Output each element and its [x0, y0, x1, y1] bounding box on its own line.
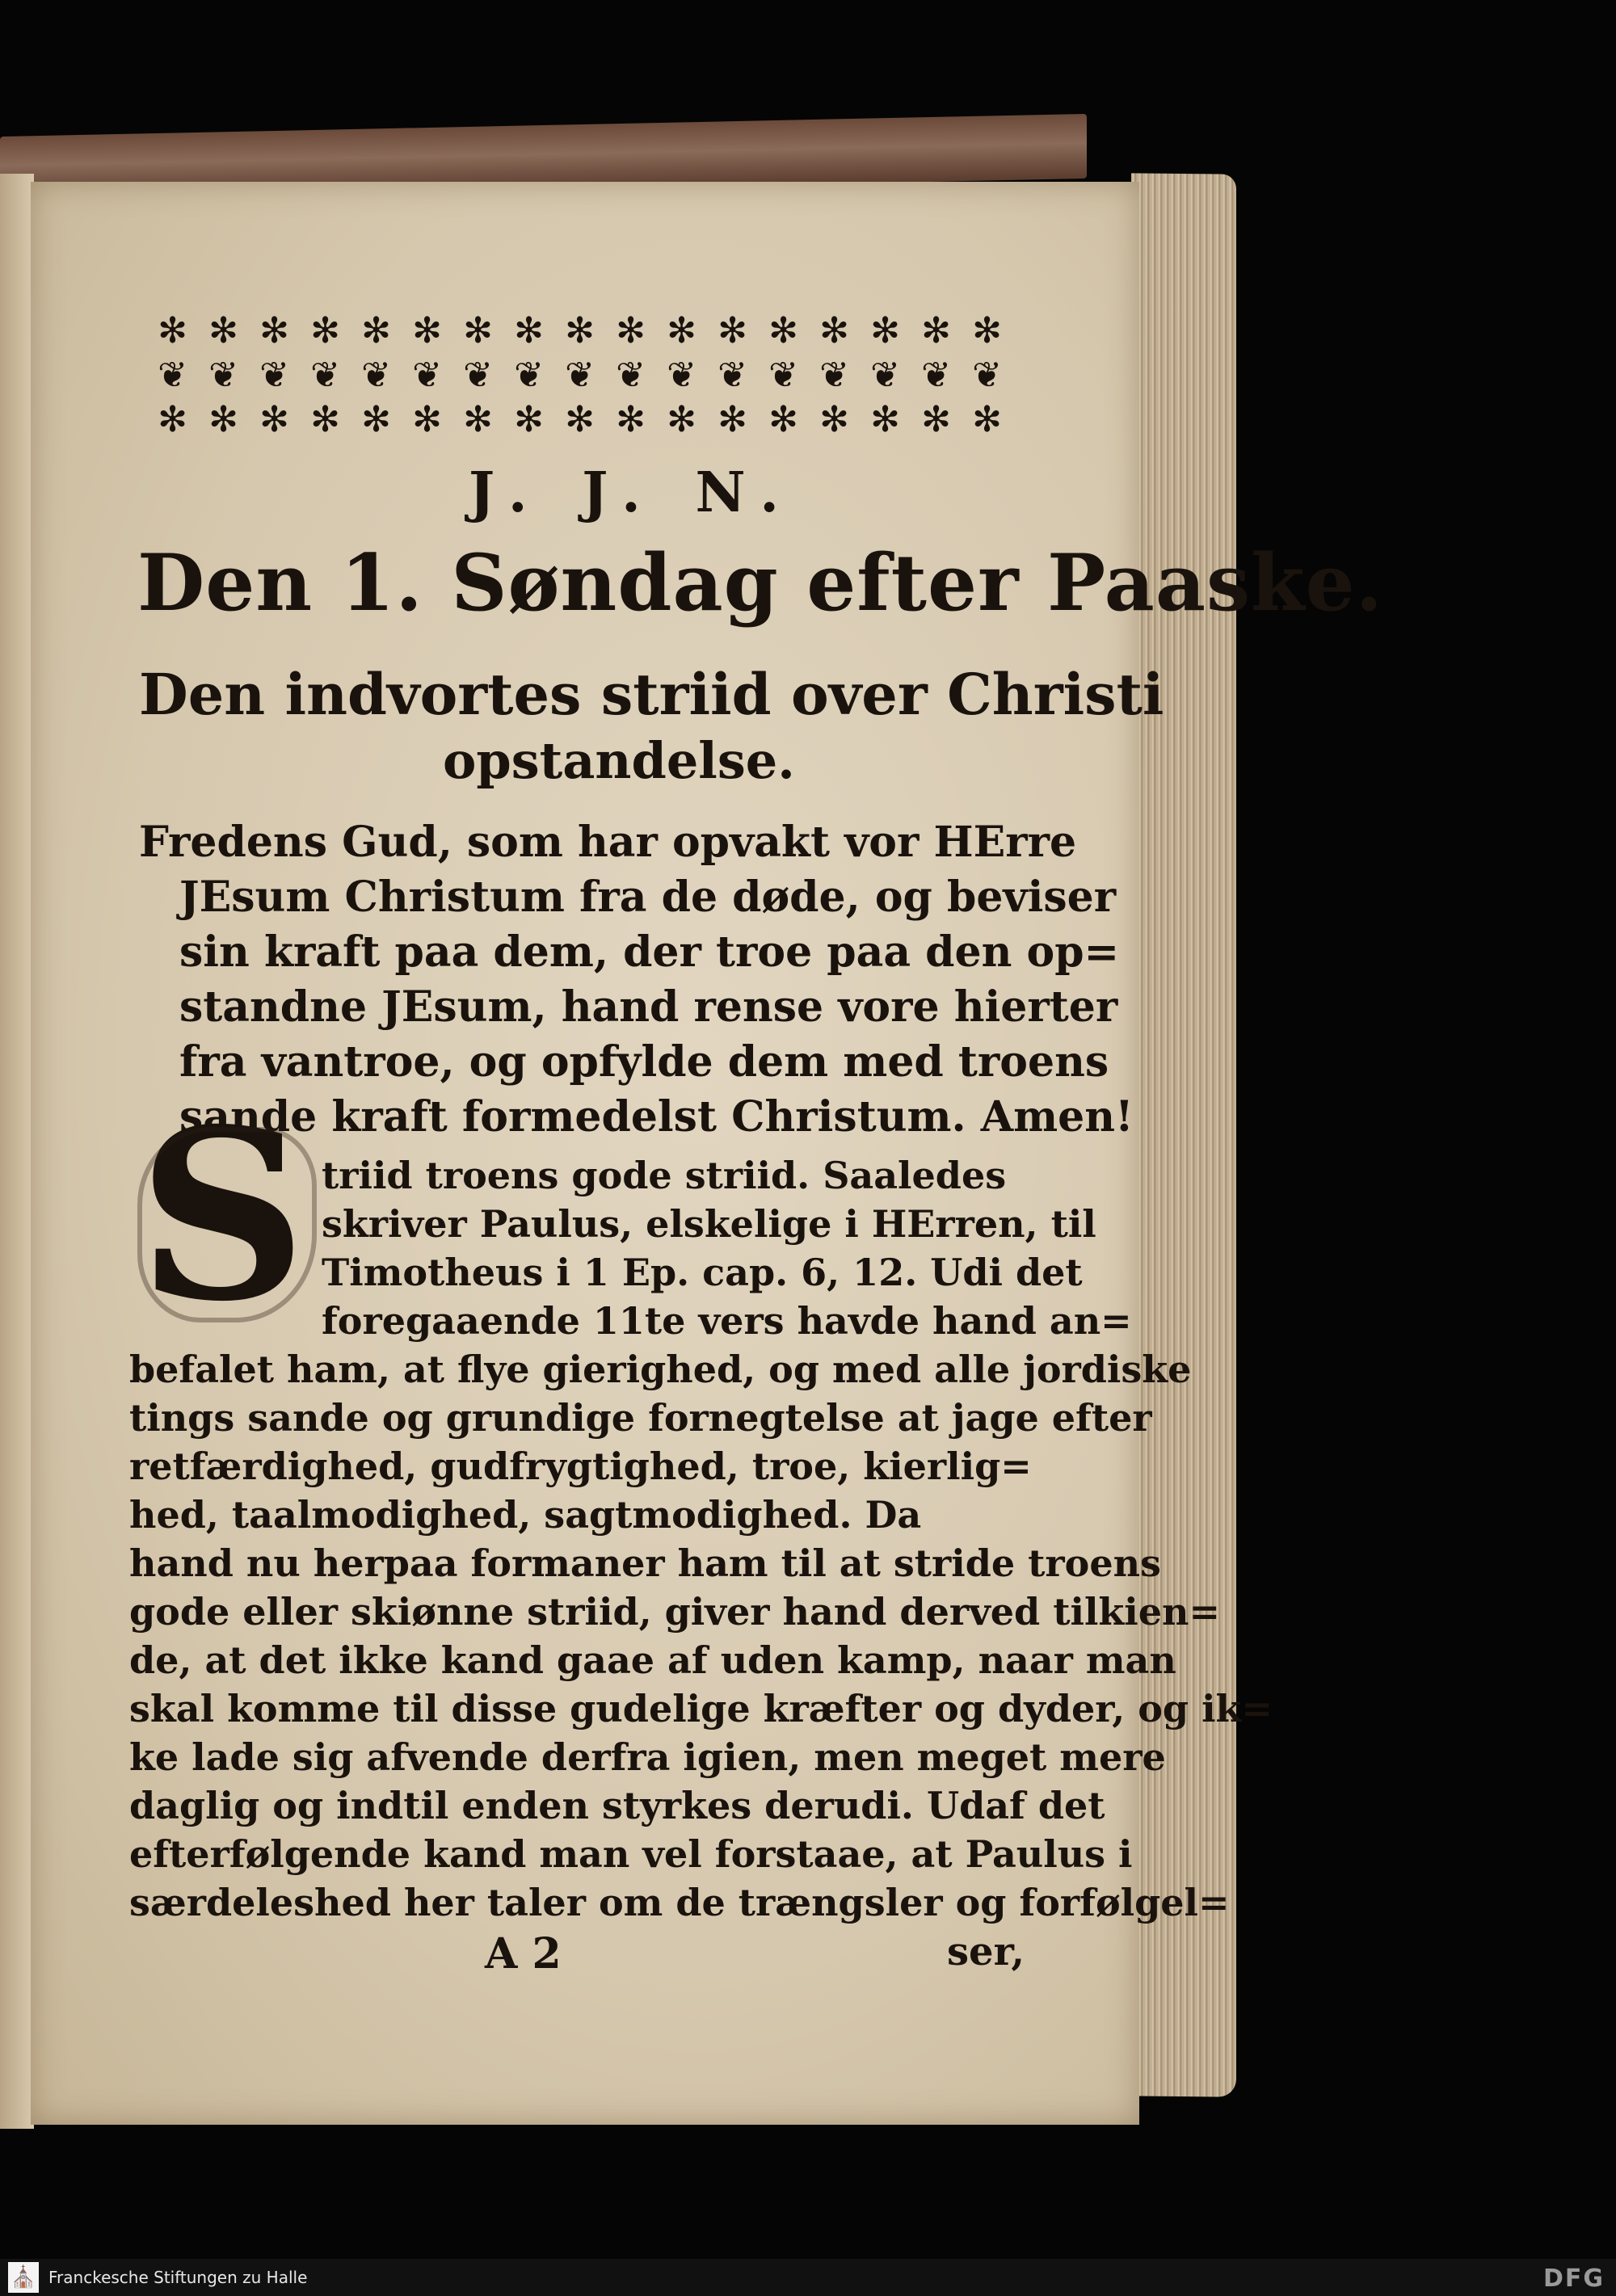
fleuron-icon: ✻: [310, 398, 340, 440]
body-line: hed, taalmodighed, sagtmodighed. Da: [129, 1493, 922, 1537]
fleuron-icon: ❦: [208, 354, 238, 396]
fleuron-icon: ❦: [158, 354, 187, 396]
fleuron-icon: ❦: [412, 354, 442, 396]
subtitle-line: opstandelse.: [443, 731, 795, 790]
fleuron-icon: ✻: [616, 310, 646, 352]
body-line: tings sande og grundige fornegtelse at jage efter: [129, 1396, 1152, 1440]
fleuron-icon: ✻: [463, 310, 493, 352]
viewer-footer: [0, 2259, 1616, 2296]
fleuron-icon: ✻: [768, 310, 798, 352]
fleuron-icon: ❦: [667, 354, 696, 396]
prayer-line: standne JEsum, hand rense vore hierter: [179, 982, 1118, 1032]
fleuron-icon: ❦: [616, 354, 646, 396]
fleuron-icon: ❦: [768, 354, 798, 396]
fleuron-icon: ❦: [972, 354, 1002, 396]
body-line: særdeleshed her taler om de trængsler og forfølgel=: [129, 1881, 1230, 1924]
body-line: de, at det ikke kand gaae af uden kamp, naar man: [129, 1638, 1176, 1682]
prayer-line: fra vantroe, og opfylde dem med troens: [179, 1037, 1109, 1087]
fleuron-icon: ✻: [158, 398, 187, 440]
prayer-line: JEsum Christum fra de døde, og beviser: [179, 873, 1117, 922]
drop-cap: S: [129, 1107, 315, 1325]
fleuron-icon: ❦: [718, 354, 747, 396]
fleuron-icon: ❦: [514, 354, 544, 396]
page-heading: Den 1. Søndag efter Paaske.: [137, 537, 1384, 629]
fleuron-icon: ✻: [718, 310, 747, 352]
fleuron-icon: ✻: [565, 310, 595, 352]
prayer-line: Fredens Gud, som har opvakt vor HErre: [139, 818, 1077, 867]
fleuron-icon: ✻: [259, 398, 289, 440]
body-line: hand nu herpaa formaner ham til at stride troens: [129, 1541, 1161, 1585]
institution-logo-icon: ⛪: [8, 2262, 39, 2293]
left-page-edge: [0, 174, 34, 2129]
fleuron-icon: ✻: [361, 310, 391, 352]
fleuron-icon: ❦: [819, 354, 849, 396]
fleuron-icon: ✻: [972, 398, 1002, 440]
ornament-band: [149, 311, 1010, 440]
signature-mark: A 2: [485, 1929, 562, 1979]
fleuron-icon: ✻: [565, 398, 595, 440]
fleuron-icon: ✻: [208, 398, 238, 440]
fleuron-icon: ✻: [768, 398, 798, 440]
prayer-line: sin kraft paa dem, der troe paa den op=: [179, 927, 1120, 977]
fleuron-icon: ❦: [463, 354, 493, 396]
fleuron-icon: ✻: [310, 310, 340, 352]
fleuron-icon: ❦: [259, 354, 289, 396]
fleuron-icon: ✻: [208, 310, 238, 352]
fleuron-icon: ✻: [667, 310, 696, 352]
fleuron-icon: ✻: [921, 310, 951, 352]
institution-name: Franckesche Stiftungen zu Halle: [48, 2268, 308, 2287]
fleuron-icon: ✻: [514, 398, 544, 440]
page-block-edge: [1131, 173, 1236, 2096]
fleuron-icon: ✻: [921, 398, 951, 440]
fleuron-icon: ✻: [259, 310, 289, 352]
fleuron-icon: ✻: [819, 398, 849, 440]
page-initials: J. J. N.: [469, 460, 797, 525]
funder-logo: DFG: [1542, 2264, 1605, 2293]
fleuron-icon: ✻: [870, 398, 900, 440]
fleuron-icon: ✻: [412, 310, 442, 352]
fleuron-icon: ✻: [361, 398, 391, 440]
fleuron-icon: ✻: [718, 398, 747, 440]
body-line: befalet ham, at flye gierighed, og med alle jordiske: [129, 1348, 1192, 1391]
fleuron-icon: ✻: [158, 310, 187, 352]
fleuron-icon: ❦: [361, 354, 391, 396]
body-line: Timotheus i 1 Ep. cap. 6, 12. Udi det: [322, 1251, 1083, 1294]
catchword: ser,: [947, 1929, 1025, 1974]
fleuron-icon: ❦: [870, 354, 900, 396]
fleuron-icon: ❦: [565, 354, 595, 396]
body-line: daglig og indtil enden styrkes derudi. Udaf det: [129, 1784, 1105, 1827]
fleuron-icon: ✻: [870, 310, 900, 352]
body-line: ke lade sig afvende derfra igien, men meget mere: [129, 1735, 1166, 1779]
prayer-line: sande kraft formedelst Christum. Amen!: [179, 1092, 1134, 1142]
fleuron-icon: ✻: [819, 310, 849, 352]
fleuron-icon: ✻: [972, 310, 1002, 352]
body-line: retfærdighed, gudfrygtighed, troe, kierlig=: [129, 1444, 1032, 1488]
fleuron-icon: ✻: [412, 398, 442, 440]
fleuron-icon: ❦: [921, 354, 951, 396]
body-line: foregaaende 11te vers havde hand an=: [322, 1299, 1132, 1343]
body-line: skriver Paulus, elskelige i HErren, til: [322, 1202, 1096, 1246]
body-line: triid troens gode striid. Saaledes: [322, 1154, 1007, 1197]
body-line: efterfølgende kand man vel forstaae, at Paulus i: [129, 1832, 1133, 1876]
fleuron-icon: ✻: [616, 398, 646, 440]
fleuron-icon: ✻: [514, 310, 544, 352]
body-line: gode eller skiønne striid, giver hand derved tilkien=: [129, 1590, 1221, 1634]
fleuron-icon: ✻: [667, 398, 696, 440]
body-line: skal komme til disse gudelige kræfter og dyder, og ik=: [129, 1687, 1273, 1730]
fleuron-icon: ❦: [310, 354, 340, 396]
fleuron-icon: ✻: [463, 398, 493, 440]
subtitle-line: Den indvortes striid over Christi: [139, 661, 1164, 728]
